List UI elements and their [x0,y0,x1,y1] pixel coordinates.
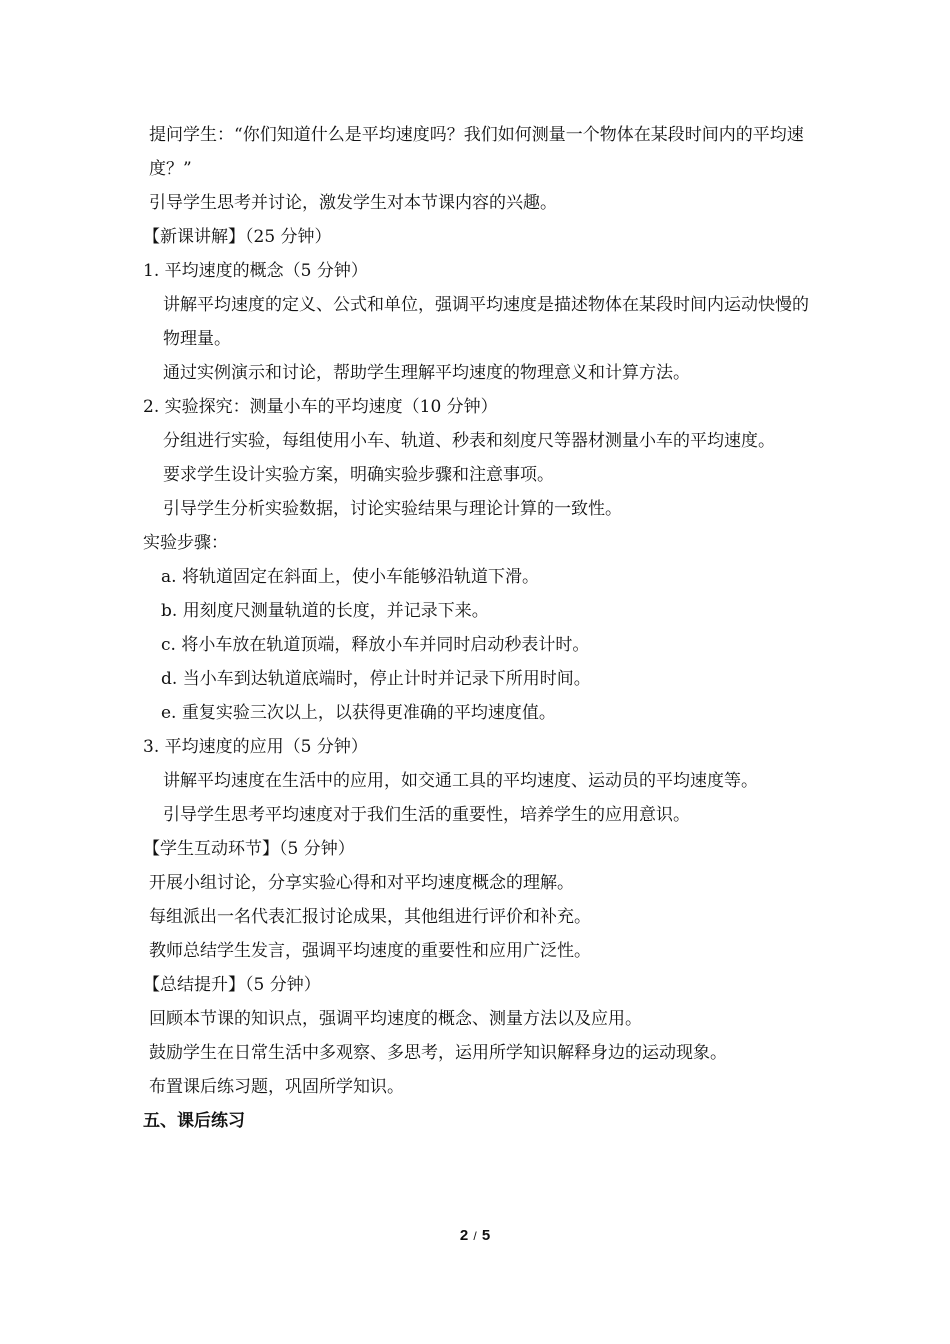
section-student-interaction: 【学生互动环节】（5 分钟） [143,839,355,859]
paragraph-application-explain: 讲解平均速度在生活中的应用，如交通工具的平均速度、运动员的平均速度等。 [163,771,758,791]
step-e: e. 重复实验三次以上，以获得更准确的平均速度值。 [161,703,556,723]
paragraph-experiment-groups: 分组进行实验，每组使用小车、轨道、秒表和刻度尺等器材测量小车的平均速度。 [163,431,775,451]
paragraph-review: 回顾本节课的知识点，强调平均速度的概念、测量方法以及应用。 [149,1009,642,1029]
paragraph-homework: 布置课后练习题，巩固所学知识。 [149,1077,404,1097]
step-d: d. 当小车到达轨道底端时，停止计时并记录下所用时间。 [161,669,591,689]
section-summary: 【总结提升】（5 分钟） [143,975,321,995]
total-page-count: 5 [481,1227,491,1244]
paragraph-concept-explain: 讲解平均速度的定义、公式和单位，强调平均速度是描述物体在某段时间内运动快慢的物理量。 [163,295,809,349]
item-experiment-title: 2. 实验探究：测量小车的平均速度（10 分钟） [143,397,498,417]
page-number [0,1227,950,1244]
item-concept-title: 1. 平均速度的概念（5 分钟） [143,261,368,281]
current-page-number: 2 [459,1227,469,1244]
step-c: c. 将小车放在轨道顶端，释放小车并同时启动秒表计时。 [161,635,590,655]
section-heading-exercises: 五、课后练习 [143,1111,245,1131]
paragraph-teacher-summary: 教师总结学生发言，强调平均速度的重要性和应用广泛性。 [149,941,591,961]
paragraph-group-discussion: 开展小组讨论，分享实验心得和对平均速度概念的理解。 [149,873,574,893]
paragraph-application-guide: 引导学生思考平均速度对于我们生活的重要性，培养学生的应用意识。 [163,805,690,825]
paragraph-experiment-analysis: 引导学生分析实验数据，讨论实验结果与理论计算的一致性。 [163,499,622,519]
item-application-title: 3. 平均速度的应用（5 分钟） [143,737,368,757]
paragraph-concept-demo: 通过实例演示和讨论，帮助学生理解平均速度的物理意义和计算方法。 [163,363,690,383]
paragraph-experiment-design: 要求学生设计实验方案，明确实验步骤和注意事项。 [163,465,554,485]
paragraph-group-report: 每组派出一名代表汇报讨论成果，其他组进行评价和补充。 [149,907,591,927]
step-a: a. 将轨道固定在斜面上，使小车能够沿轨道下滑。 [161,567,539,587]
step-b: b. 用刻度尺测量轨道的长度，并记录下来。 [161,601,489,621]
paragraph-question: 提问学生：“你们知道什么是平均速度吗？我们如何测量一个物体在某段时间内的平均速度？” [149,125,804,179]
page-number-separator: / [473,1229,477,1243]
paragraph-guide-discussion: 引导学生思考并讨论，激发学生对本节课内容的兴趣。 [149,193,557,213]
page-body [143,118,813,1138]
paragraph-encourage: 鼓励学生在日常生活中多观察、多思考，运用所学知识解释身边的运动现象。 [149,1043,727,1063]
steps-label: 实验步骤： [143,533,228,553]
section-new-lesson: 【新课讲解】（25 分钟） [143,227,332,247]
